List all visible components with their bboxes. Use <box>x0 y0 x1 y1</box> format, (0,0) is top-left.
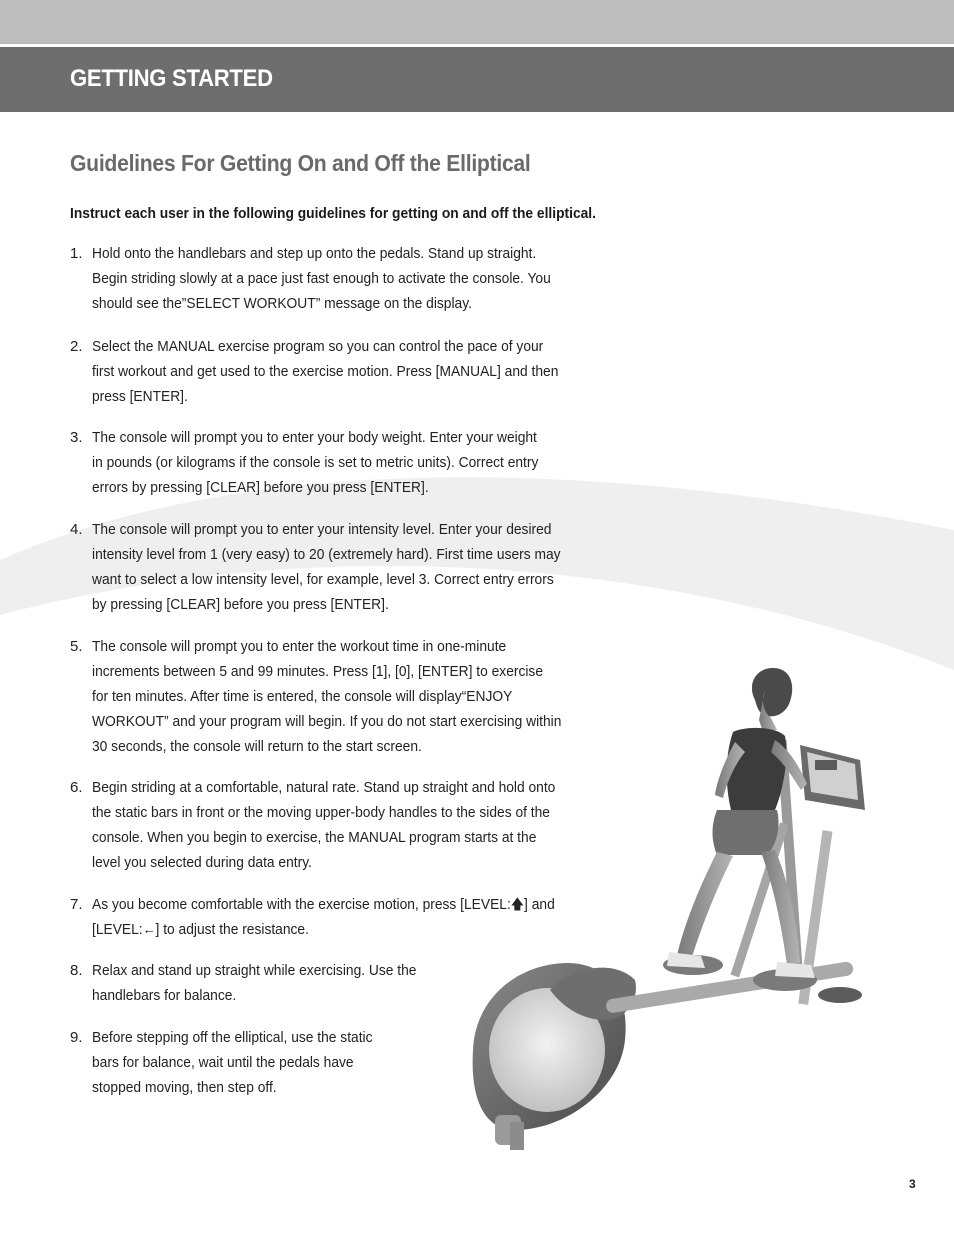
step-number: 8. <box>70 962 83 979</box>
elliptical-machine <box>473 740 865 1150</box>
step-line: console. When you begin to exercise, the MANUAL program starts at the <box>92 829 537 846</box>
step-line: As you become comfortable with the exercise motion, press [LEVEL: <box>92 896 511 913</box>
step-line: 30 seconds, the console will return to the start screen. <box>92 738 422 755</box>
up-arrow-icon: 🡅 <box>510 896 525 912</box>
step-line: Begin striding at a comfortable, natural rate. Stand up straight and hold onto <box>92 779 556 796</box>
left-arrow-icon: ← <box>142 921 156 937</box>
step-line: ] to adjust the resistance. <box>155 921 309 938</box>
step-line: intensity level from 1 (very easy) to 20 (extremely hard). First time users may <box>92 546 561 563</box>
step-number: 7. <box>70 896 83 913</box>
step-number: 6. <box>70 779 83 796</box>
intro-text: Instruct each user in the following guidelines for getting on and off the elliptical. <box>70 205 596 222</box>
step-line: Select the MANUAL exercise program so you can control the pace of your <box>92 338 544 355</box>
step-number: 5. <box>70 638 83 655</box>
step-text <box>92 241 681 316</box>
page-heading: Guidelines For Getting On and Off the Elliptical <box>70 150 531 176</box>
step-number: 9. <box>70 1029 83 1046</box>
step-line: ] and <box>524 896 555 913</box>
step-line: The console will prompt you to enter your intensity level. Enter your desired <box>92 521 552 538</box>
elliptical-trainer-illustration <box>455 660 895 1160</box>
step-line: by pressing [CLEAR] before you press [ENTER]. <box>92 596 389 613</box>
step-line: first workout and get used to the exercise motion. Press [MANUAL] and then <box>92 363 559 380</box>
step-line: [LEVEL: <box>92 921 143 938</box>
step-line: errors by pressing [CLEAR] before you press [ENTER]. <box>92 479 429 496</box>
step-line: want to select a low intensity level, for example, level 3. Correct entry errors <box>92 571 554 588</box>
step-line: Before stepping off the elliptical, use the static <box>92 1029 373 1046</box>
step-line: handlebars for balance. <box>92 987 237 1004</box>
step-line: Relax and stand up straight while exercising. Use the <box>92 962 417 979</box>
exercising-woman <box>667 668 815 978</box>
step-line: Hold onto the handlebars and step up onto the pedals. Stand up straight. <box>92 245 537 262</box>
section-title: GETTING STARTED <box>70 65 273 92</box>
top-band <box>0 0 954 44</box>
step-number: 3. <box>70 429 83 446</box>
step-line: the static bars in front or the moving upper-body handles to the sides of the <box>92 804 550 821</box>
step-line: bars for balance, wait until the pedals have <box>92 1054 354 1071</box>
step-text <box>92 425 681 500</box>
step-line: The console will prompt you to enter your body weight. Enter your weight <box>92 429 537 446</box>
step-number: 4. <box>70 521 83 538</box>
step-text <box>92 334 681 409</box>
step-text <box>92 517 681 617</box>
step-line: stopped moving, then step off. <box>92 1079 277 1096</box>
step-line: should see the”SELECT WORKOUT” message on the display. <box>92 295 472 312</box>
step-line: press [ENTER]. <box>92 388 188 405</box>
step-line: The console will prompt you to enter the workout time in one-minute <box>92 638 507 655</box>
step-line: in pounds (or kilograms if the console is set to metric units). Correct entry <box>92 454 539 471</box>
step-line: increments between 5 and 99 minutes. Press [1], [0], [ENTER] to exercise <box>92 663 544 680</box>
step-number: 2. <box>70 338 83 355</box>
step-line: Begin striding slowly at a pace just fast enough to activate the console. You <box>92 270 551 287</box>
step-line: WORKOUT” and your program will begin. If you do not start exercising within <box>92 713 562 730</box>
step-line: for ten minutes. After time is entered, the console will display“ENJOY <box>92 688 513 705</box>
step-line: level you selected during data entry. <box>92 854 312 871</box>
page-number: 3 <box>909 1177 916 1191</box>
step-number: 1. <box>70 245 83 262</box>
